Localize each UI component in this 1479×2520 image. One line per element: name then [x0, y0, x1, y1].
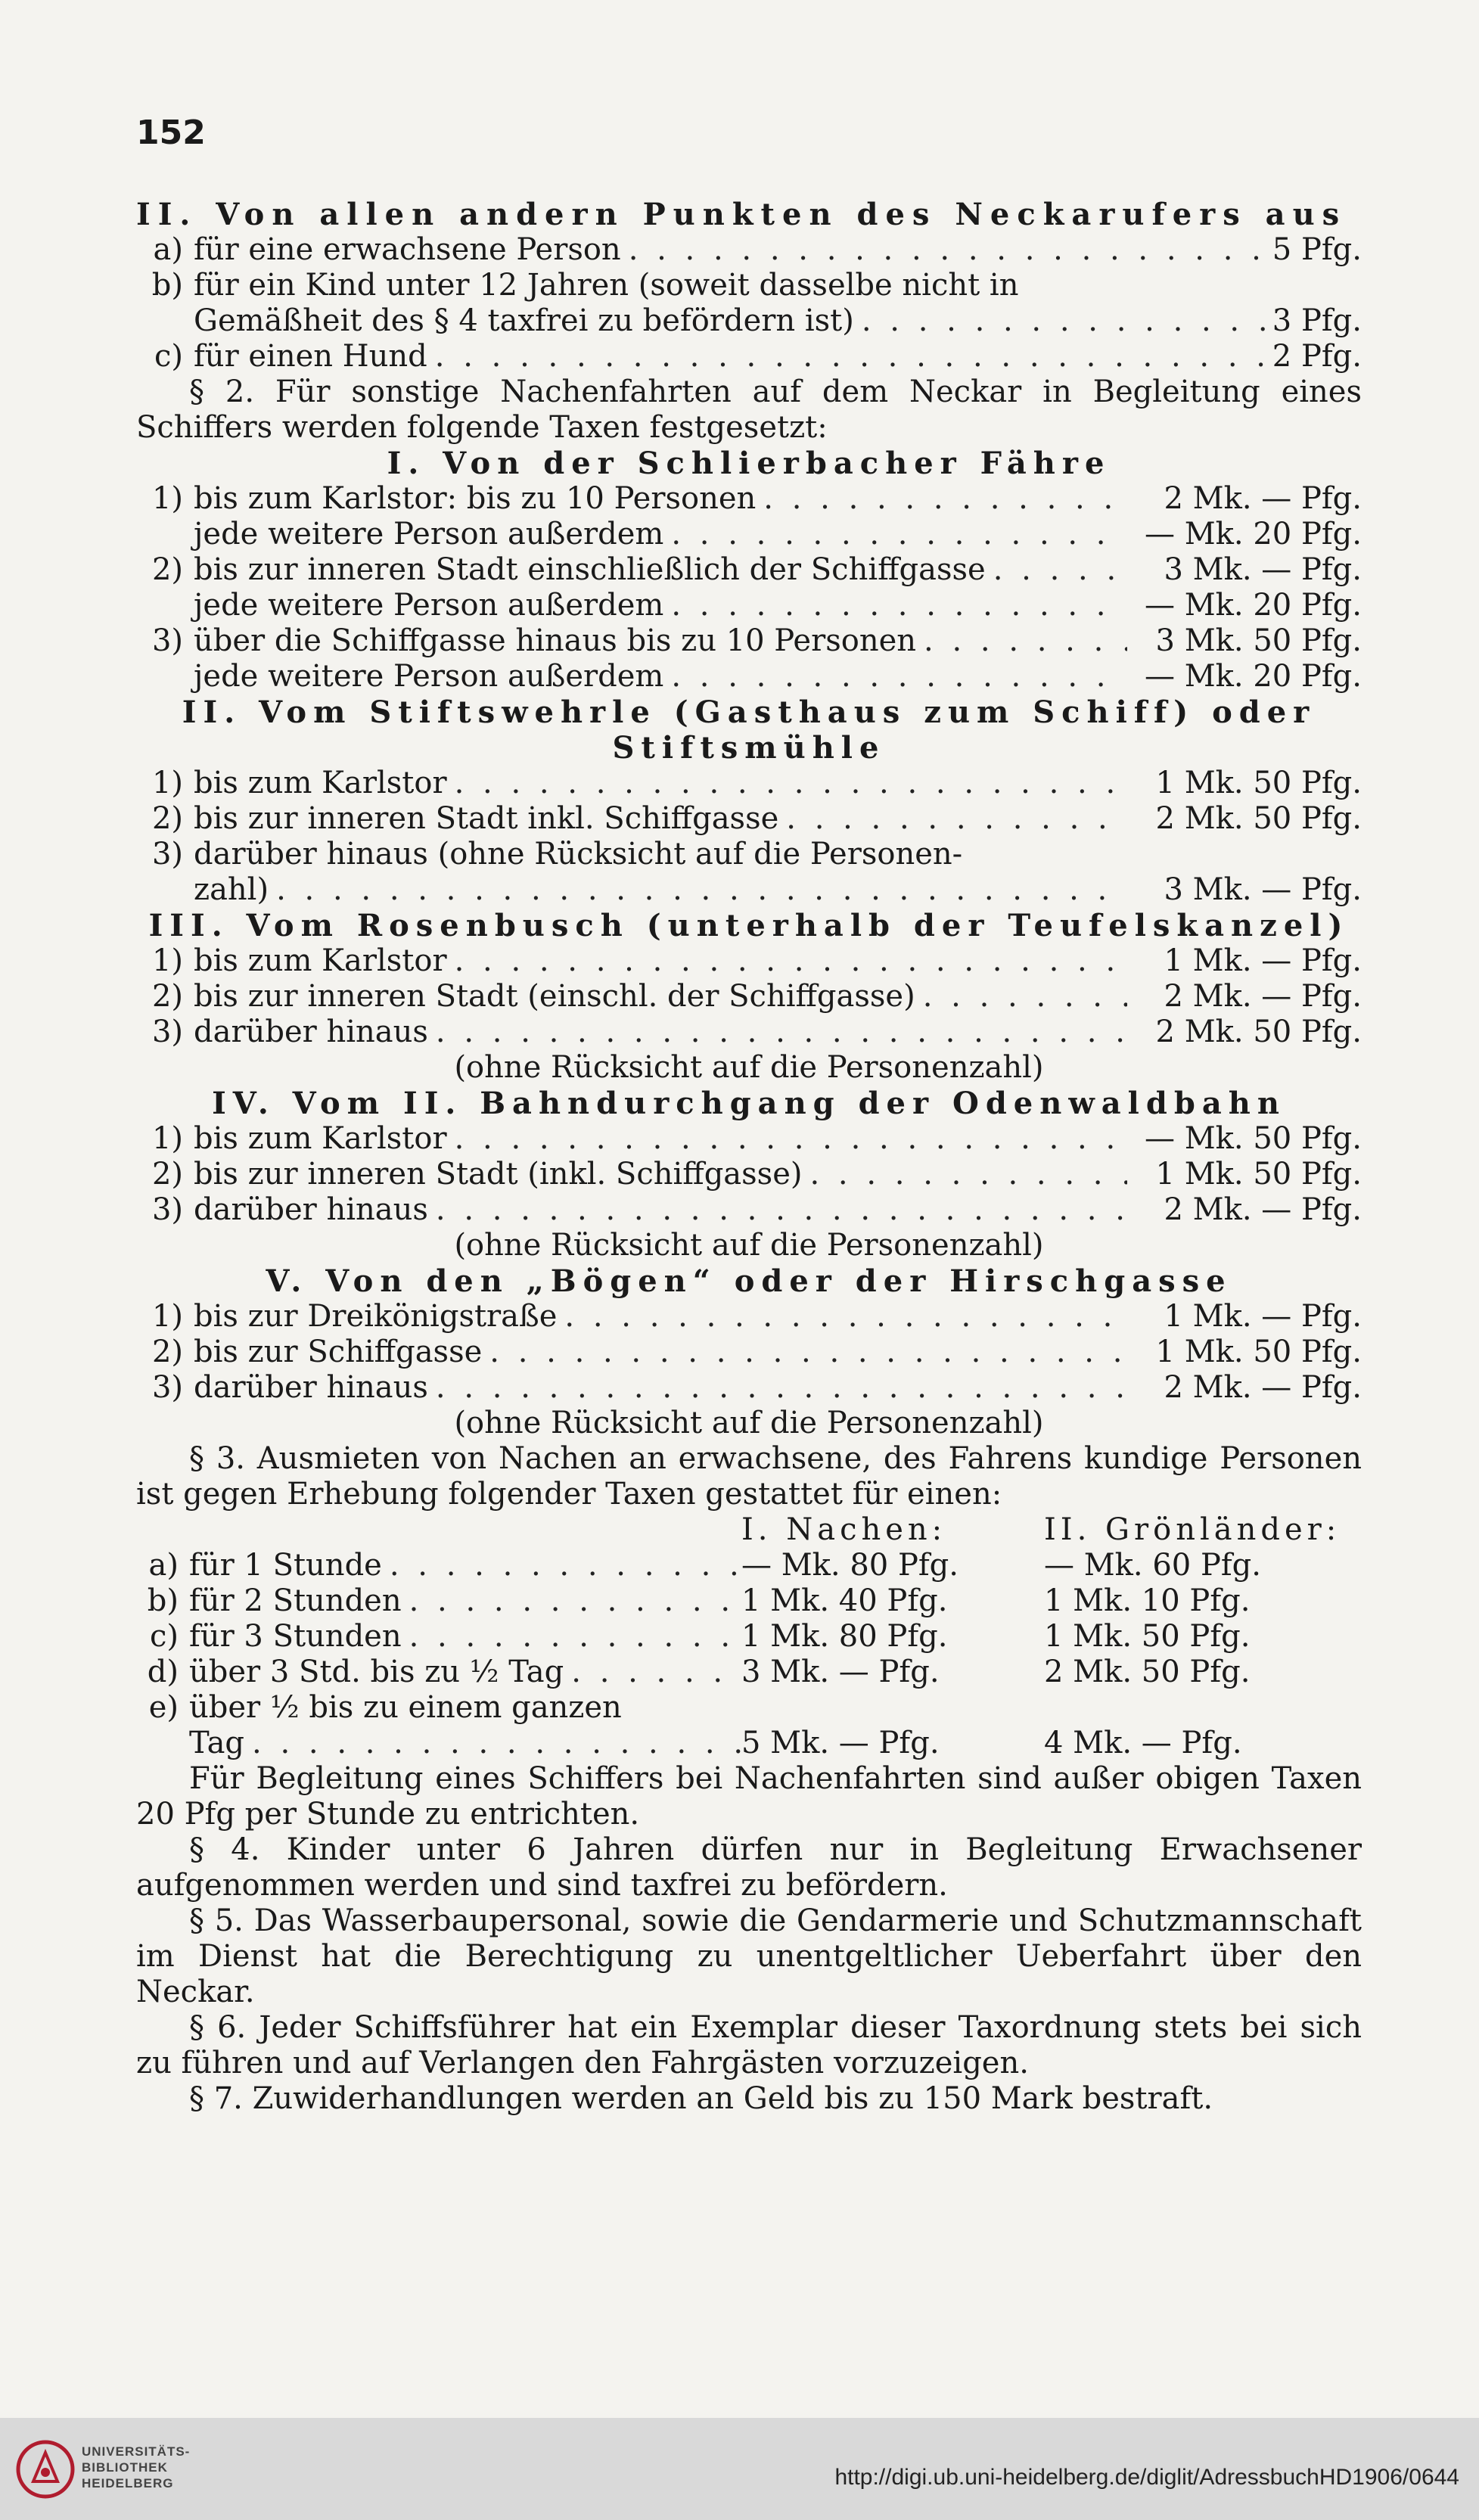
rental-label: e) — [148, 1690, 179, 1725]
row-label: 1) — [151, 1121, 183, 1156]
item-price: 2 Pfg. — [1272, 339, 1362, 374]
rental-header — [136, 1512, 1362, 1548]
leader-dots — [778, 801, 1127, 837]
row-text: jede weitere Person außerdem — [194, 588, 664, 623]
leader-dots — [663, 659, 1127, 694]
source-url-link[interactable]: http://digi.ub.uni-heidelberg.de/diglit/AdressbuchHD1906/0644 — [834, 2465, 1459, 2490]
group-note: (ohne Rücksicht auf die Personenzahl) — [454, 1406, 1044, 1440]
leader-dots — [402, 1619, 741, 1655]
rental-groenlaender-price: 1 Mk. 50 Pfg. — [1044, 1619, 1251, 1654]
row-text: bis zum Karlstor — [194, 766, 447, 800]
section-heading: II. Von allen andern Punkten des Neckarufers aus — [136, 197, 1347, 232]
tariff-row — [136, 659, 1362, 694]
row-label: 3) — [151, 1370, 183, 1405]
row-text: darüber hinaus — [194, 1370, 428, 1405]
tariff-row — [136, 588, 1362, 623]
row-text: bis zum Karlstor — [194, 943, 447, 978]
row-price: 2 Mk. — Pfg. — [1164, 481, 1362, 516]
row-price: 2 Mk. 50 Pfg. — [1155, 801, 1362, 836]
leader-dots — [854, 303, 1271, 339]
row-price: 1 Mk. — Pfg. — [1164, 1299, 1362, 1334]
paragraph-6: § 6. Jeder Schiffsführer hat ein Exemplar dieser Taxordnung stets bei sich zu führen und auf Verlangen den Fahrgästen vorzuzeigen. — [136, 2010, 1362, 2080]
tariff-row — [136, 943, 1362, 979]
fare-item — [136, 268, 1362, 303]
rental-groenlaender-price: — Mk. 60 Pfg. — [1044, 1548, 1261, 1583]
leader-dots — [447, 943, 1127, 979]
row-price: 2 Mk. — Pfg. — [1164, 1192, 1362, 1227]
row-price: 2 Mk. — Pfg. — [1164, 979, 1362, 1014]
rental-row — [136, 1726, 1362, 1761]
rental-row — [136, 1655, 1362, 1690]
groenlaender-column-header: II. Grönländer: — [1044, 1512, 1341, 1547]
tariff-row — [136, 837, 1362, 872]
tariff-row — [136, 1157, 1362, 1192]
tariff-row — [136, 1015, 1362, 1050]
paragraph-4: § 4. Kinder unter 6 Jahren dürfen nur in Begleitung Erwachsener aufgenommen werden und sind taxfrei zu befördern. — [136, 1832, 1362, 1903]
row-price: 2 Mk. — Pfg. — [1164, 1370, 1362, 1405]
tariff-row — [136, 979, 1362, 1015]
leader-dots — [447, 766, 1127, 801]
paragraph-2: § 2. Für sonstige Nachenfahrten auf dem Neckar in Begleitung eines Schiffers werden folgende Taxen festgesetzt: — [136, 374, 1362, 445]
tariff-row — [136, 623, 1362, 659]
row-text: bis zur inneren Stadt (inkl. Schiffgasse) — [194, 1157, 803, 1192]
rental-label: c) — [149, 1619, 179, 1654]
item-label: b) — [151, 268, 183, 303]
leader-dots — [663, 588, 1127, 623]
rental-row — [136, 1548, 1362, 1583]
university-seal-icon — [15, 2439, 76, 2500]
item-label: c) — [154, 339, 183, 374]
rental-groenlaender-price: 1 Mk. 10 Pfg. — [1044, 1583, 1251, 1618]
row-label: 3) — [151, 837, 183, 872]
tariff-row — [136, 801, 1362, 837]
tariff-row — [136, 1335, 1362, 1370]
row-label: 1) — [151, 1299, 183, 1334]
leader-dots — [447, 1121, 1127, 1157]
row-price: 3 Mk. — Pfg. — [1164, 872, 1362, 907]
row-price: — Mk. 20 Pfg. — [1145, 517, 1362, 552]
row-text: bis zur inneren Stadt inkl. Schiffgasse — [194, 801, 779, 836]
row-text: bis zum Karlstor: bis zu 10 Personen — [194, 481, 757, 516]
rental-nachen-price: 3 Mk. — Pfg. — [741, 1655, 940, 1689]
row-price: 1 Mk. 50 Pfg. — [1155, 1335, 1362, 1369]
group-heading: II. Vom Stiftswehrle (Gasthaus zum Schiff) oder — [182, 694, 1316, 730]
leader-dots — [986, 552, 1127, 588]
row-text: darüber hinaus — [194, 1015, 428, 1049]
item-text: Gemäßheit des § 4 taxfrei zu befördern ist) — [194, 303, 854, 338]
leader-dots — [621, 232, 1271, 268]
fare-item-continued — [136, 303, 1362, 339]
row-price: — Mk. 50 Pfg. — [1145, 1121, 1362, 1156]
rental-duration: für 1 Stunde — [189, 1548, 382, 1583]
rental-nachen-price: — Mk. 80 Pfg. — [741, 1548, 959, 1583]
group-heading: V. Von den „Bögen“ oder der Hirschgasse — [266, 1263, 1232, 1299]
group-note: (ohne Rücksicht auf die Personenzahl) — [454, 1228, 1044, 1263]
row-label: 3) — [151, 1192, 183, 1227]
row-text: jede weitere Person außerdem — [194, 659, 664, 694]
paragraph-begleitung: Für Begleitung eines Schiffers bei Nachenfahrten sind außer obigen Taxen 20 Pfg per Stunde zu entrichten. — [136, 1761, 1362, 1832]
rental-label: b) — [147, 1583, 179, 1618]
tariff-row — [136, 1370, 1362, 1406]
rental-duration: über 3 Std. bis zu ½ Tag — [189, 1655, 564, 1689]
row-text: über die Schiffgasse hinaus bis zu 10 Personen — [194, 623, 917, 658]
row-text: bis zur Schiffgasse — [194, 1335, 483, 1369]
row-label: 2) — [151, 552, 183, 587]
page-number: 152 — [136, 113, 206, 152]
group-note: (ohne Rücksicht auf die Personenzahl) — [454, 1050, 1044, 1085]
library-name: UNIVERSITÄTS- BIBLIOTHEK HEIDELBERG — [82, 2444, 191, 2490]
tariff-row — [136, 517, 1362, 552]
row-price: — Mk. 20 Pfg. — [1145, 659, 1362, 694]
rental-row — [136, 1583, 1362, 1619]
document-body — [136, 197, 1362, 2117]
rental-duration: über ½ bis zu einem ganzen — [189, 1690, 622, 1725]
row-price: 2 Mk. 50 Pfg. — [1155, 1015, 1362, 1049]
leader-dots — [428, 1370, 1127, 1406]
row-price: 3 Mk. 50 Pfg. — [1155, 623, 1362, 658]
row-text: zahl) — [194, 872, 269, 907]
rental-duration: für 3 Stunden — [189, 1619, 402, 1654]
paragraph-7: § 7. Zuwiderhandlungen werden an Geld bis zu 150 Mark bestraft. — [189, 2081, 1213, 2116]
item-text: für ein Kind unter 12 Jahren (soweit dasselbe nicht in — [194, 268, 1019, 303]
leader-dots — [427, 339, 1271, 374]
rental-duration: Tag — [189, 1726, 245, 1760]
tariff-row — [136, 872, 1362, 908]
leader-dots — [382, 1548, 741, 1583]
paragraph-5: § 5. Das Wasserbaupersonal, sowie die Gendarmerie und Schutzmannschaft im Dienst hat die Berechtigung zu unentgeltlicher Ueberfahrt über den Neckar. — [136, 1903, 1362, 2009]
tariff-row — [136, 1299, 1362, 1335]
item-price: 5 Pfg. — [1272, 232, 1362, 267]
leader-dots — [428, 1015, 1127, 1050]
paragraph-3: § 3. Ausmieten von Nachen an erwachsene, des Fahrens kundige Personen ist gegen Erhebung folgender Taxen gestattet für einen: — [136, 1441, 1362, 1512]
fare-item — [136, 339, 1362, 374]
group-heading: III. Vom Rosenbusch (unterhalb der Teufelskanzel) — [148, 908, 1350, 943]
row-text: darüber hinaus — [194, 1192, 428, 1227]
row-price: 1 Mk. 50 Pfg. — [1155, 766, 1362, 800]
tariff-row — [136, 1121, 1362, 1157]
rental-nachen-price: 5 Mk. — Pfg. — [741, 1726, 940, 1760]
tariff-row — [136, 552, 1362, 588]
row-label: 2) — [151, 979, 183, 1014]
row-price: 3 Mk. — Pfg. — [1164, 552, 1362, 587]
item-label: a) — [153, 232, 183, 267]
group-heading: IV. Vom II. Bahndurchgang der Odenwaldbahn — [212, 1086, 1286, 1121]
group-heading-continued: Stiftsmühle — [612, 730, 886, 766]
row-label: 1) — [151, 481, 183, 516]
fare-item — [136, 232, 1362, 268]
item-price: 3 Pfg. — [1272, 303, 1362, 338]
row-label: 2) — [151, 1335, 183, 1369]
rental-duration: für 2 Stunden — [189, 1583, 402, 1618]
tariff-row — [136, 766, 1362, 801]
leader-dots — [269, 872, 1127, 908]
leader-dots — [557, 1299, 1127, 1335]
leader-dots — [244, 1726, 741, 1761]
leader-dots — [915, 979, 1127, 1015]
tariff-row — [136, 1192, 1362, 1228]
leader-dots — [428, 1192, 1127, 1228]
rental-nachen-price: 1 Mk. 80 Pfg. — [741, 1619, 948, 1654]
row-text: bis zur inneren Stadt (einschl. der Schiffgasse) — [194, 979, 915, 1014]
row-label: 3) — [151, 623, 183, 658]
item-text: für einen Hund — [194, 339, 427, 374]
row-price: 1 Mk. 50 Pfg. — [1155, 1157, 1362, 1192]
nachen-column-header: I. Nachen: — [741, 1512, 947, 1547]
row-text: darüber hinaus (ohne Rücksicht auf die Personen- — [194, 837, 963, 872]
row-label: 1) — [151, 766, 183, 800]
rental-nachen-price: 1 Mk. 40 Pfg. — [741, 1583, 948, 1618]
rental-groenlaender-price: 4 Mk. — Pfg. — [1044, 1726, 1242, 1760]
leader-dots — [564, 1655, 741, 1690]
rental-row — [136, 1619, 1362, 1655]
row-label: 2) — [151, 801, 183, 836]
leader-dots — [916, 623, 1127, 659]
rental-label: d) — [147, 1655, 179, 1689]
rental-row — [136, 1690, 1362, 1726]
row-label: 1) — [151, 943, 183, 978]
row-text: jede weitere Person außerdem — [194, 517, 664, 552]
footer-bar — [0, 2418, 1479, 2520]
document-page — [113, 106, 1369, 2391]
row-label: 2) — [151, 1157, 183, 1192]
row-text: bis zur inneren Stadt einschließlich der Schiffgasse — [194, 552, 986, 587]
row-label: 3) — [151, 1015, 183, 1049]
item-text: für eine erwachsene Person — [194, 232, 621, 267]
leader-dots — [482, 1335, 1127, 1370]
leader-dots — [802, 1157, 1127, 1192]
rental-label: a) — [148, 1548, 179, 1583]
row-text: bis zur Dreikönigstraße — [194, 1299, 558, 1334]
group-heading: I. Von der Schlierbacher Fähre — [387, 446, 1111, 481]
row-text: bis zum Karlstor — [194, 1121, 447, 1156]
tariff-row — [136, 481, 1362, 517]
leader-dots — [663, 517, 1127, 552]
rental-groenlaender-price: 2 Mk. 50 Pfg. — [1044, 1655, 1251, 1689]
leader-dots — [756, 481, 1127, 517]
leader-dots — [402, 1583, 741, 1619]
row-price: 1 Mk. — Pfg. — [1164, 943, 1362, 978]
row-price: — Mk. 20 Pfg. — [1145, 588, 1362, 623]
